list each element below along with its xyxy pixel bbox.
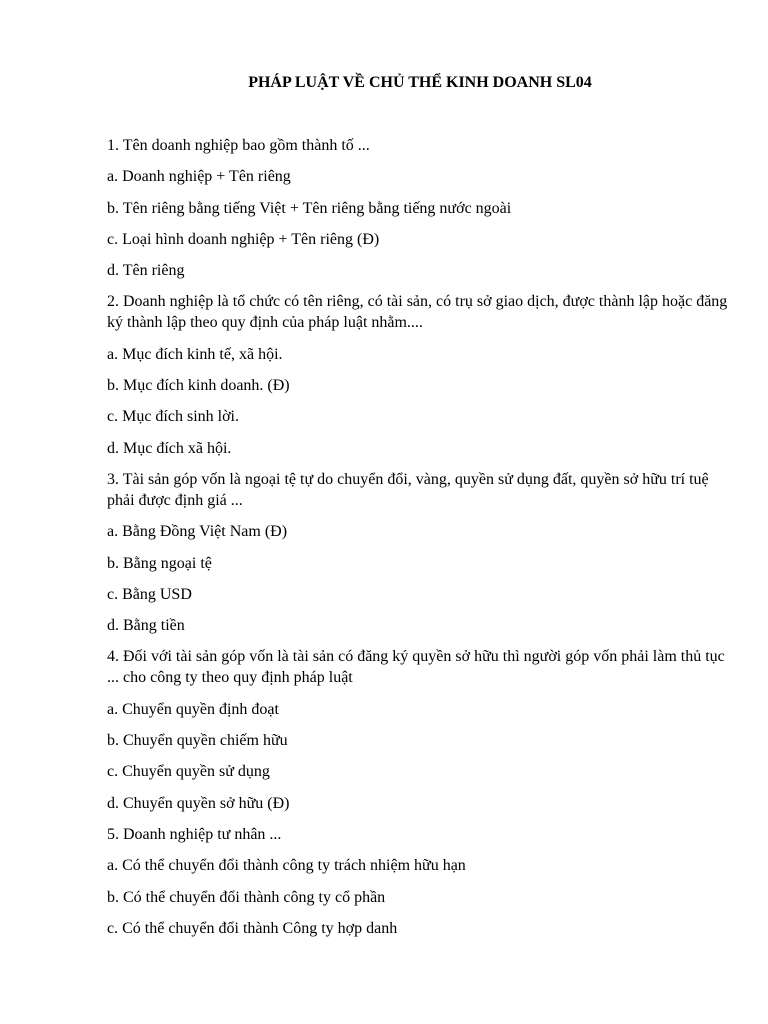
- question-4-option-a: a. Chuyển quyền định đoạt: [107, 700, 279, 718]
- question-5-option-c: c. Có thể chuyển đổi thành Công ty hợp danh: [107, 919, 398, 937]
- question-4: 4. Đối với tài sản góp vốn là tài sản có đăng ký quyền sở hữu thì người góp vốn phải làm thủ tục ... cho công ty theo quy định pháp luật: [107, 648, 725, 687]
- question-3-option-c: c. Bằng USD: [107, 585, 192, 603]
- question-1-option-a: a. Doanh nghiệp + Tên riêng: [107, 168, 291, 186]
- question-1-option-b: b. Tên riêng bằng tiếng Việt + Tên riêng bằng tiếng nước ngoài: [107, 199, 512, 217]
- question-2-option-c: c. Mục đích sinh lời.: [107, 408, 239, 426]
- question-4-option-d: d. Chuyển quyền sở hữu (Đ): [107, 794, 290, 812]
- question-5-option-a: a. Có thể chuyển đổi thành công ty trách nhiệm hữu hạn: [107, 857, 466, 875]
- question-3-option-a: a. Bằng Đồng Việt Nam (Đ): [107, 523, 288, 541]
- question-3-option-b: b. Bằng ngoại tệ: [107, 554, 212, 572]
- document-body: [107, 135, 733, 949]
- question-2: 2. Doanh nghiệp là tổ chức có tên riêng, có tài sản, có trụ sở giao dịch, được thành lập hoặc đăng ký thành lập theo quy định của pháp luật nhằm....: [107, 293, 728, 332]
- question-2-option-a: a. Mục đích kinh tế, xã hội.: [107, 345, 283, 363]
- question-3-option-d: d. Bằng tiền: [107, 617, 185, 635]
- question-2-option-d: d. Mục đích xã hội.: [107, 439, 232, 457]
- question-4-option-c: c. Chuyển quyền sử dụng: [107, 763, 270, 781]
- question-2-option-b: b. Mục đích kinh doanh. (Đ): [107, 377, 290, 395]
- question-1-option-d: d. Tên riêng: [107, 262, 185, 280]
- question-5-option-b: b. Có thể chuyển đổi thành công ty cổ phần: [107, 888, 386, 906]
- question-5: 5. Doanh nghiệp tư nhân ...: [107, 825, 282, 843]
- question-3: 3. Tài sản góp vốn là ngoại tệ tự do chuyển đổi, vàng, quyền sử dụng đất, quyền sở hữu trí tuệ phải được định giá ...: [107, 470, 709, 509]
- document-title: PHÁP LUẬT VỀ CHỦ THỂ KINH DOANH SL04: [248, 74, 592, 91]
- question-1: 1. Tên doanh nghiệp bao gồm thành tố ...: [107, 137, 370, 154]
- question-1-option-c: c. Loại hình doanh nghiệp + Tên riêng (Đ): [107, 230, 380, 248]
- question-4-option-b: b. Chuyển quyền chiếm hữu: [107, 732, 288, 750]
